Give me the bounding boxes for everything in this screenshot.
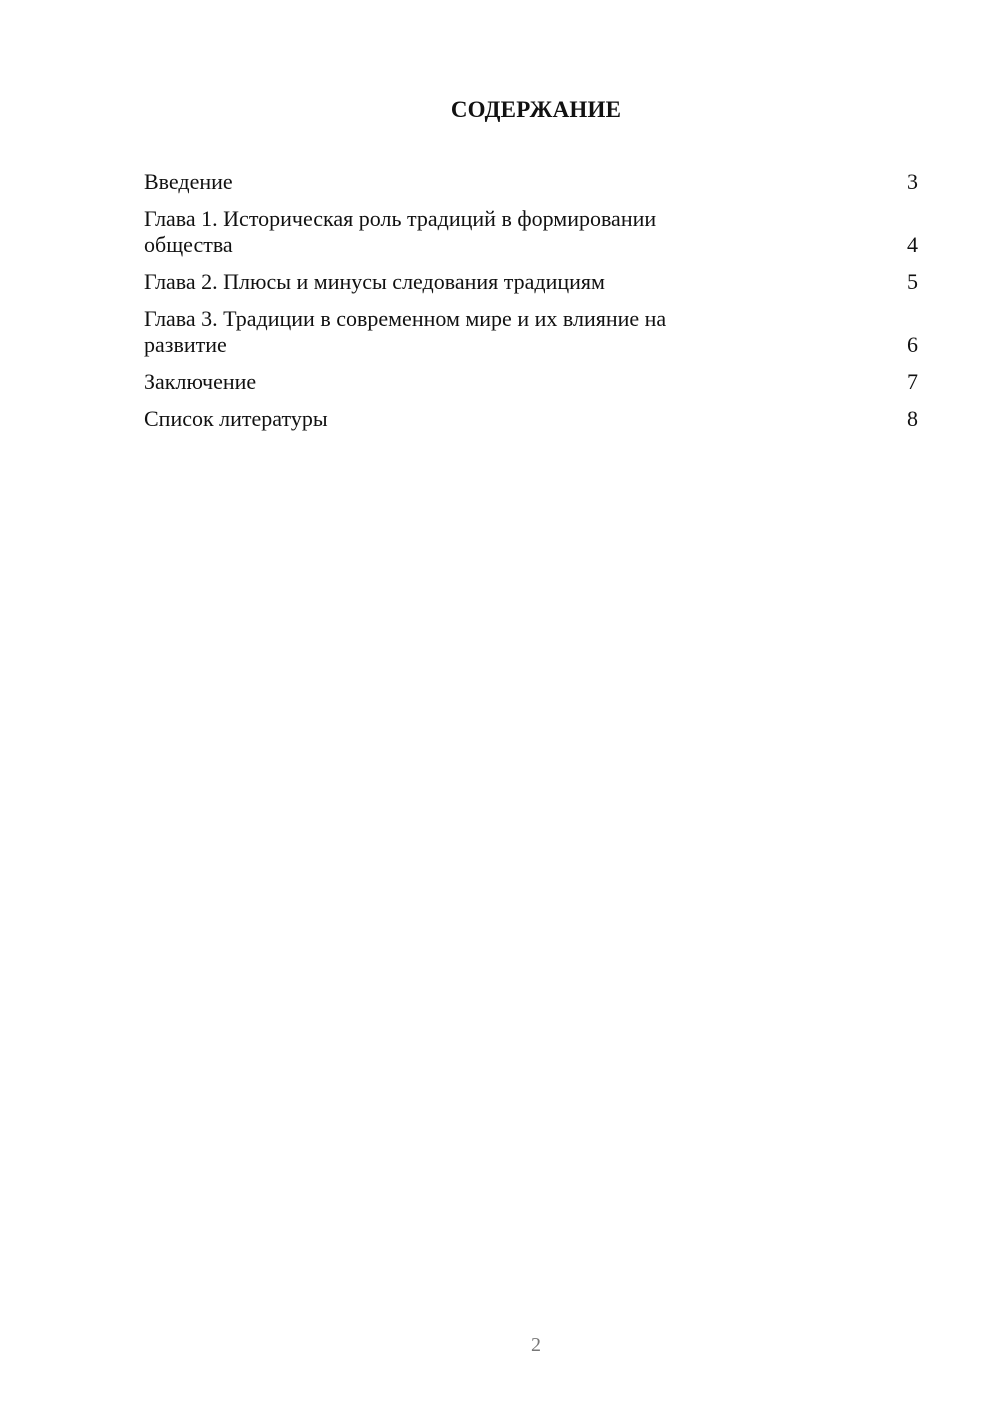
toc-entry-chapter-1: [144, 206, 920, 258]
toc-entry-label: Список литературы: [144, 406, 328, 431]
toc-entry-conclusion: [144, 369, 920, 395]
toc-entry-page: 4: [907, 232, 918, 257]
toc-entry-label: Введение: [144, 169, 233, 194]
toc-entry-references: [144, 406, 920, 432]
table-of-contents: [144, 169, 920, 443]
toc-entry-introduction: [144, 169, 920, 195]
toc-entry-label: Заключение: [144, 369, 257, 394]
toc-entry-chapter-2: [144, 269, 920, 295]
page-number: 2: [531, 1334, 541, 1356]
page-title: СОДЕРЖАНИЕ: [450, 97, 622, 122]
toc-entry-label: Глава 1. Историческая роль традиций в формировании общества: [144, 206, 657, 257]
toc-entry-page: 3: [907, 169, 918, 194]
toc-entry-chapter-3: [144, 306, 920, 358]
toc-entry-label: Глава 2. Плюсы и минусы следования традициям: [144, 269, 605, 294]
toc-entry-page: 5: [907, 269, 918, 294]
toc-entry-label: Глава 3. Традиции в современном мире и их влияние на развитие: [144, 306, 667, 357]
toc-entry-page: 6: [907, 332, 918, 357]
toc-entry-page: 7: [907, 369, 918, 394]
toc-entry-page: 8: [907, 406, 918, 431]
